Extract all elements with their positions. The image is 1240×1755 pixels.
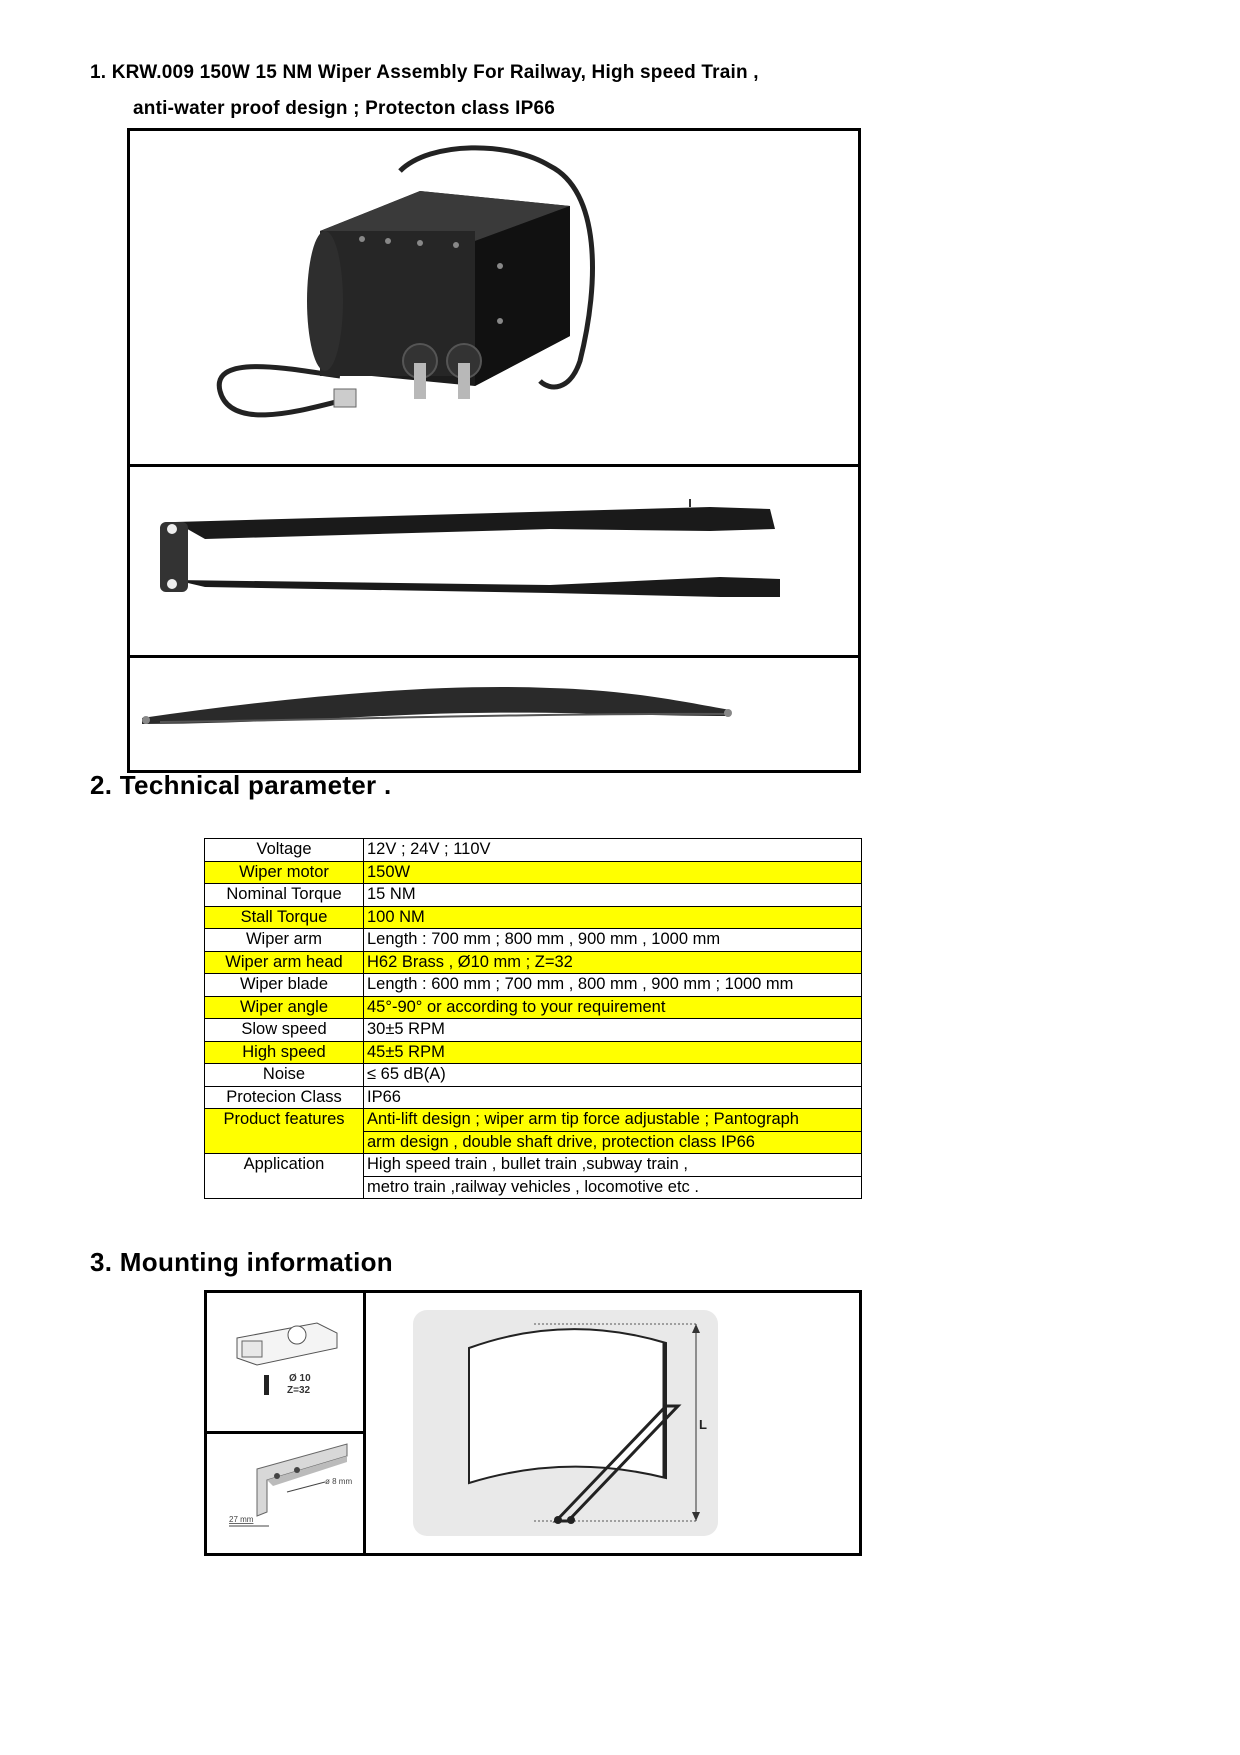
section3-title: 3. Mounting information (90, 1247, 393, 1277)
param-key: Product features (205, 1109, 364, 1132)
table-row (205, 1041, 862, 1064)
param-key: Slow speed (205, 1019, 364, 1042)
param-key: Wiper arm (205, 929, 364, 952)
bracket-drawing (207, 1434, 363, 1553)
param-value: 45°-90° or according to your requirement (364, 996, 862, 1019)
wiper-motor-photo (130, 131, 858, 467)
section2-title: 2. Technical parameter . (90, 770, 392, 800)
head-diameter-label: Ø 10 (289, 1373, 311, 1384)
table-row (205, 1154, 862, 1177)
windshield-sweep-drawing (366, 1293, 859, 1553)
hole-diameter-label: ø 8 mm (325, 1477, 353, 1486)
param-key: Voltage (205, 839, 364, 862)
param-value: H62 Brass , Ø10 mm ; Z=32 (364, 951, 862, 974)
mounting-info-frame (204, 1290, 862, 1556)
param-value: 100 NM (364, 906, 862, 929)
param-key: Application (205, 1154, 364, 1177)
param-value: Anti-lift design ; wiper arm tip force adjustable ; Pantograph (364, 1109, 862, 1132)
param-key: Protecion Class (205, 1086, 364, 1109)
table-row (205, 1064, 862, 1087)
mounting-details-column (207, 1293, 366, 1553)
param-value: 15 NM (364, 884, 862, 907)
param-value: 12V ; 24V ; 110V (364, 839, 862, 862)
table-row (205, 1109, 862, 1132)
table-row (205, 951, 862, 974)
table-row (205, 929, 862, 952)
table-row (205, 1176, 862, 1199)
product-photo-frame (127, 128, 861, 773)
param-key: Wiper arm head (205, 951, 364, 974)
table-row (205, 1019, 862, 1042)
param-key: Stall Torque (205, 906, 364, 929)
param-value: IP66 (364, 1086, 862, 1109)
section1-title-line2: anti-water proof design ; Protecton class IP66 (133, 98, 556, 119)
param-value: arm design , double shaft drive, protection class IP66 (364, 1131, 862, 1154)
param-value: 150W (364, 861, 862, 884)
table-row (205, 884, 862, 907)
param-value: ≤ 65 dB(A) (364, 1064, 862, 1087)
param-value: 30±5 RPM (364, 1019, 862, 1042)
table-row (205, 1086, 862, 1109)
param-key: Wiper blade (205, 974, 364, 997)
param-value: Length : 700 mm ; 800 mm , 900 mm , 1000 mm (364, 929, 862, 952)
param-key: High speed (205, 1041, 364, 1064)
param-value: metro train ,railway vehicles , locomotive etc . (364, 1176, 862, 1199)
param-key: Noise (205, 1064, 364, 1087)
length-label: L (699, 1417, 707, 1432)
table-row (205, 974, 862, 997)
bracket-width-label: 27 mm (229, 1515, 254, 1524)
table-row (205, 1131, 862, 1154)
head-spline-label: Z=32 (287, 1385, 311, 1396)
arm-head-drawing (207, 1293, 363, 1434)
wiper-arms-photo (130, 467, 858, 658)
param-value: High speed train , bullet train ,subway train , (364, 1154, 862, 1177)
param-key-empty (205, 1176, 364, 1199)
param-key-empty (205, 1131, 364, 1154)
section1-title-line1: 1. KRW.009 150W 15 NM Wiper Assembly For Railway, High speed Train , (90, 62, 759, 83)
technical-parameter-table (204, 838, 862, 1199)
param-value: 45±5 RPM (364, 1041, 862, 1064)
table-row (205, 906, 862, 929)
param-key: Nominal Torque (205, 884, 364, 907)
table-row (205, 996, 862, 1019)
table-row (205, 839, 862, 862)
wiper-blade-photo (130, 658, 858, 770)
table-row (205, 861, 862, 884)
param-key: Wiper angle (205, 996, 364, 1019)
param-value: Length : 600 mm ; 700 mm , 800 mm , 900 mm ; 1000 mm (364, 974, 862, 997)
param-key: Wiper motor (205, 861, 364, 884)
